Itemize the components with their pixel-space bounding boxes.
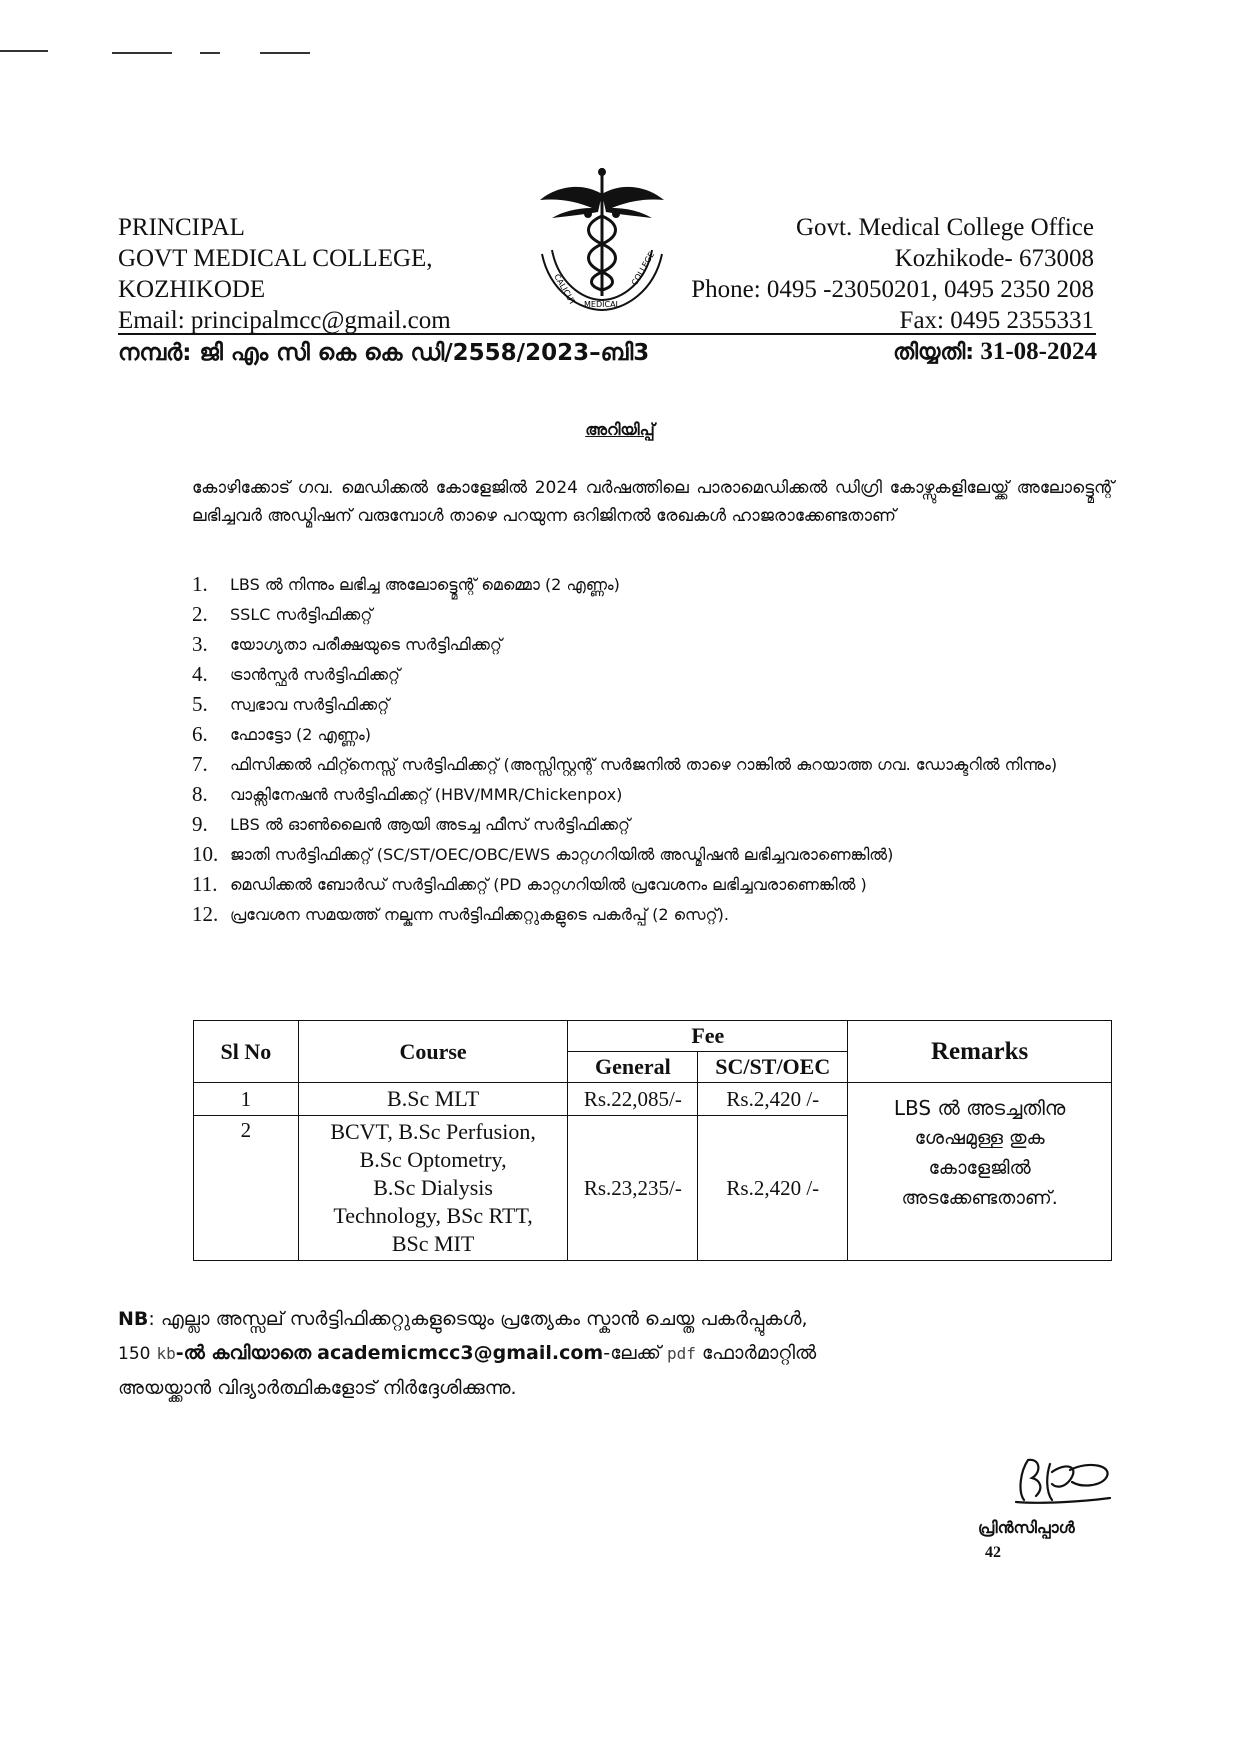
date-value: 31-08-2024 (980, 338, 1097, 365)
office-phone: Phone: 0495 -23050201, 0495 2350 208 (691, 276, 1094, 303)
item-text: പ്രവേശന സമയത്ത് നല്കുന്ന സർട്ടിഫിക്കറ്റുകളുടെ പകർപ്പ് (2 സെറ്റ്). (230, 905, 729, 924)
item-text: LBS ൽ നിന്നും ലഭിച്ച അലോട്ട്മെന്റ് മെമ്മൊ (2 എണ്ണം) (230, 575, 620, 594)
item-number: 2. (192, 602, 208, 626)
item-number: 9. (192, 812, 208, 836)
list-item (192, 691, 1120, 718)
scan-mark (260, 52, 310, 54)
cell-sl: 1 (194, 1083, 299, 1116)
table-row (194, 1083, 1112, 1116)
item-number: 7. (192, 752, 208, 776)
list-item (192, 571, 1120, 598)
item-number: 4. (192, 662, 208, 686)
list-item (192, 661, 1120, 688)
course-line: BCVT, B.Sc Perfusion, (330, 1119, 536, 1144)
sender-title: PRINCIPAL (118, 214, 245, 241)
signature (1010, 1452, 1120, 1517)
item-text: SSLC സർട്ടിഫിക്കറ്റ് (230, 605, 373, 624)
item-number: 10. (192, 842, 219, 866)
header-sl-no: Sl No (194, 1021, 299, 1083)
nb-text: -ൽ കവിയാതെ (175, 1342, 312, 1364)
signatory-initials: 42 (985, 1544, 1001, 1561)
nb-note (118, 1302, 1118, 1405)
list-item (192, 781, 1120, 808)
size-value: 150 (118, 1344, 151, 1364)
list-item (192, 751, 1120, 778)
header-course: Course (298, 1021, 568, 1083)
nb-label: NB (118, 1308, 149, 1330)
scan-mark (200, 52, 220, 54)
fee-table (193, 1020, 1112, 1261)
course-line: Technology, BSc RTT, (333, 1203, 533, 1228)
item-number: 6. (192, 722, 208, 746)
item-text: യോഗ്യതാ പരീക്ഷയുടെ സർട്ടിഫിക്കറ്റ് (230, 635, 502, 654)
sender-email: Email: principalmcc@gmail.com (118, 307, 451, 334)
scan-mark (112, 52, 172, 54)
item-text: ഫിസിക്കൽ ഫിറ്റ്നെസ്സ് സർട്ടിഫിക്കറ്റ് (അസ്സിസ്റ്റന്റ് സർജനിൽ താഴെ റാങ്കിൽ കുറയാത്ത ഗവ. ഡോക്ടറിൽ നിന്നും) (230, 755, 1058, 774)
course-line: BSc MIT (391, 1231, 475, 1256)
size-unit: kb (156, 1344, 176, 1363)
office-fax: Fax: 0495 2355331 (899, 307, 1094, 334)
nb-text: : എല്ലാ അസ്സല് സർട്ടിഫിക്കറ്റുകളുടെയും പ്രത്യേകം സ്കാൻ ചെയ്ത പകർപ്പുകൾ, (148, 1308, 808, 1330)
college-emblem (532, 164, 672, 314)
cell-remarks (848, 1083, 1112, 1261)
item-number: 3. (192, 632, 208, 656)
sender-block (118, 212, 451, 336)
list-item (192, 901, 1120, 928)
item-text: ട്രാൻസ്ഫർ സർട്ടിഫിക്കറ്റ് (230, 665, 401, 684)
sender-city: KOZHIKODE (118, 276, 266, 303)
document-date (893, 338, 1097, 366)
handwritten-signature-icon (1010, 1452, 1120, 1512)
course-line: B.Sc MLT (387, 1086, 480, 1111)
date-label: തിയ്യതി: (893, 340, 975, 365)
required-documents-list (192, 571, 1120, 931)
item-text: മെഡിക്കൽ ബോർഡ് സർട്ടിഫിക്കറ്റ് (PD കാറ്റഗറിയിൽ പ്രവേശനം ലഭിച്ചവരാണെങ്കിൽ ) (230, 875, 867, 894)
reference-number: നമ്പർ: ജി എം സി കെ കെ ഡി/2558/2023–ബി3 (118, 340, 650, 366)
list-item (192, 631, 1120, 658)
cell-general-fee: Rs.22,085/- (568, 1083, 698, 1116)
signatory-designation: പ്രിൻസിപ്പാൾ (978, 1518, 1075, 1537)
cell-reserved-fee: Rs.2,420 /- (698, 1083, 848, 1116)
item-text: LBS ൽ ഓൺലൈൻ ആയി അടച്ച ഫീസ് സർട്ടിഫിക്കറ്റ് (230, 815, 631, 834)
cell-sl: 2 (194, 1116, 299, 1261)
table-header-row (194, 1021, 1112, 1052)
sender-college: GOVT MEDICAL COLLEGE, (118, 245, 433, 272)
nb-text: ഫോർമാറ്റിൽ (701, 1342, 817, 1364)
course-line: B.Sc Dialysis (373, 1175, 493, 1200)
remarks-line: കോളേജിൽ (928, 1157, 1031, 1179)
header-fee: Fee (568, 1021, 848, 1052)
item-text: സ്വഭാവ സർട്ടിഫിക്കറ്റ് (230, 695, 390, 714)
header-divider (118, 333, 1096, 335)
contact-email: academicmcc3@gmail.com (317, 1342, 604, 1364)
item-text: ഫോട്ടോ (2 എണ്ണം) (230, 725, 371, 744)
emblem-ring-text-bottom: MEDICAL (584, 300, 620, 309)
item-number: 12. (192, 902, 219, 926)
nb-line-1 (118, 1302, 1118, 1336)
remarks-line: LBS ൽ അടച്ചതിനു (893, 1096, 1066, 1120)
list-item (192, 811, 1120, 838)
list-item (192, 871, 1120, 898)
cell-course (298, 1116, 568, 1261)
header-remarks: Remarks (848, 1021, 1112, 1083)
item-text: വാക്സിനേഷൻ സർട്ടിഫിക്കറ്റ് (HBV/MMR/Chickenpox) (230, 785, 623, 804)
remarks-line: ശേഷമുള്ള തുക (914, 1127, 1045, 1149)
emblem-ring-text-left: CALICUT (552, 272, 578, 307)
office-address: Kozhikode- 673008 (894, 245, 1094, 272)
course-line: B.Sc Optometry, (359, 1147, 507, 1172)
item-number: 5. (192, 692, 208, 716)
list-item (192, 601, 1120, 628)
nb-line-2 (118, 1336, 1118, 1371)
caduceus-emblem-icon (532, 164, 672, 314)
list-item (192, 721, 1120, 748)
cell-reserved-fee: Rs.2,420 /- (698, 1116, 848, 1261)
item-number: 1. (192, 572, 208, 596)
notice-title: അറിയിപ്പ് (585, 420, 655, 439)
nb-line-3: അയയ്ക്കാൻ വിദ്യാർത്ഥികളോട് നിർദ്ദേശിക്കുന്നു. (118, 1377, 517, 1399)
cell-general-fee: Rs.23,235/- (568, 1116, 698, 1261)
notice-intro: കോഴിക്കോട് ഗവ. മെഡിക്കൽ കോളേജിൽ 2024 വർഷത്തിലെ പാരാമെഡിക്കൽ ഡിഗ്രി കോഴ്സുകളിലേയ്ക്ക് അലോട്ട്മെന്റ് ലഭിച്ചവർ അഡ്മിഷന് വരുമ്പോൾ താഴെ പറയുന്ന ഒറിജിനൽ രേഖകൾ ഹാജരാക്കേണ്ടതാണ് (192, 478, 1114, 526)
office-block (691, 212, 1094, 336)
remarks-line: അടക്കേണ്ടതാണ്. (901, 1187, 1058, 1209)
item-number: 11. (192, 872, 218, 896)
office-name: Govt. Medical College Office (795, 214, 1094, 241)
header-general: General (568, 1052, 698, 1083)
item-number: 8. (192, 782, 208, 806)
file-format: pdf (666, 1344, 696, 1363)
scan-mark (0, 50, 48, 52)
cell-course (298, 1083, 568, 1116)
emblem-ring-text-right: COLLEGE (629, 250, 657, 287)
item-text: ജാതി സർട്ടിഫിക്കറ്റ് (SC/ST/OEC/OBC/EWS കാറ്റഗറിയിൽ അഡ്മിഷൻ ലഭിച്ചവരാണെങ്കിൽ) (230, 845, 894, 864)
list-item (192, 841, 1120, 868)
nb-text: -ലേക്ക് (603, 1342, 661, 1364)
header-reserved: SC/ST/OEC (698, 1052, 848, 1083)
